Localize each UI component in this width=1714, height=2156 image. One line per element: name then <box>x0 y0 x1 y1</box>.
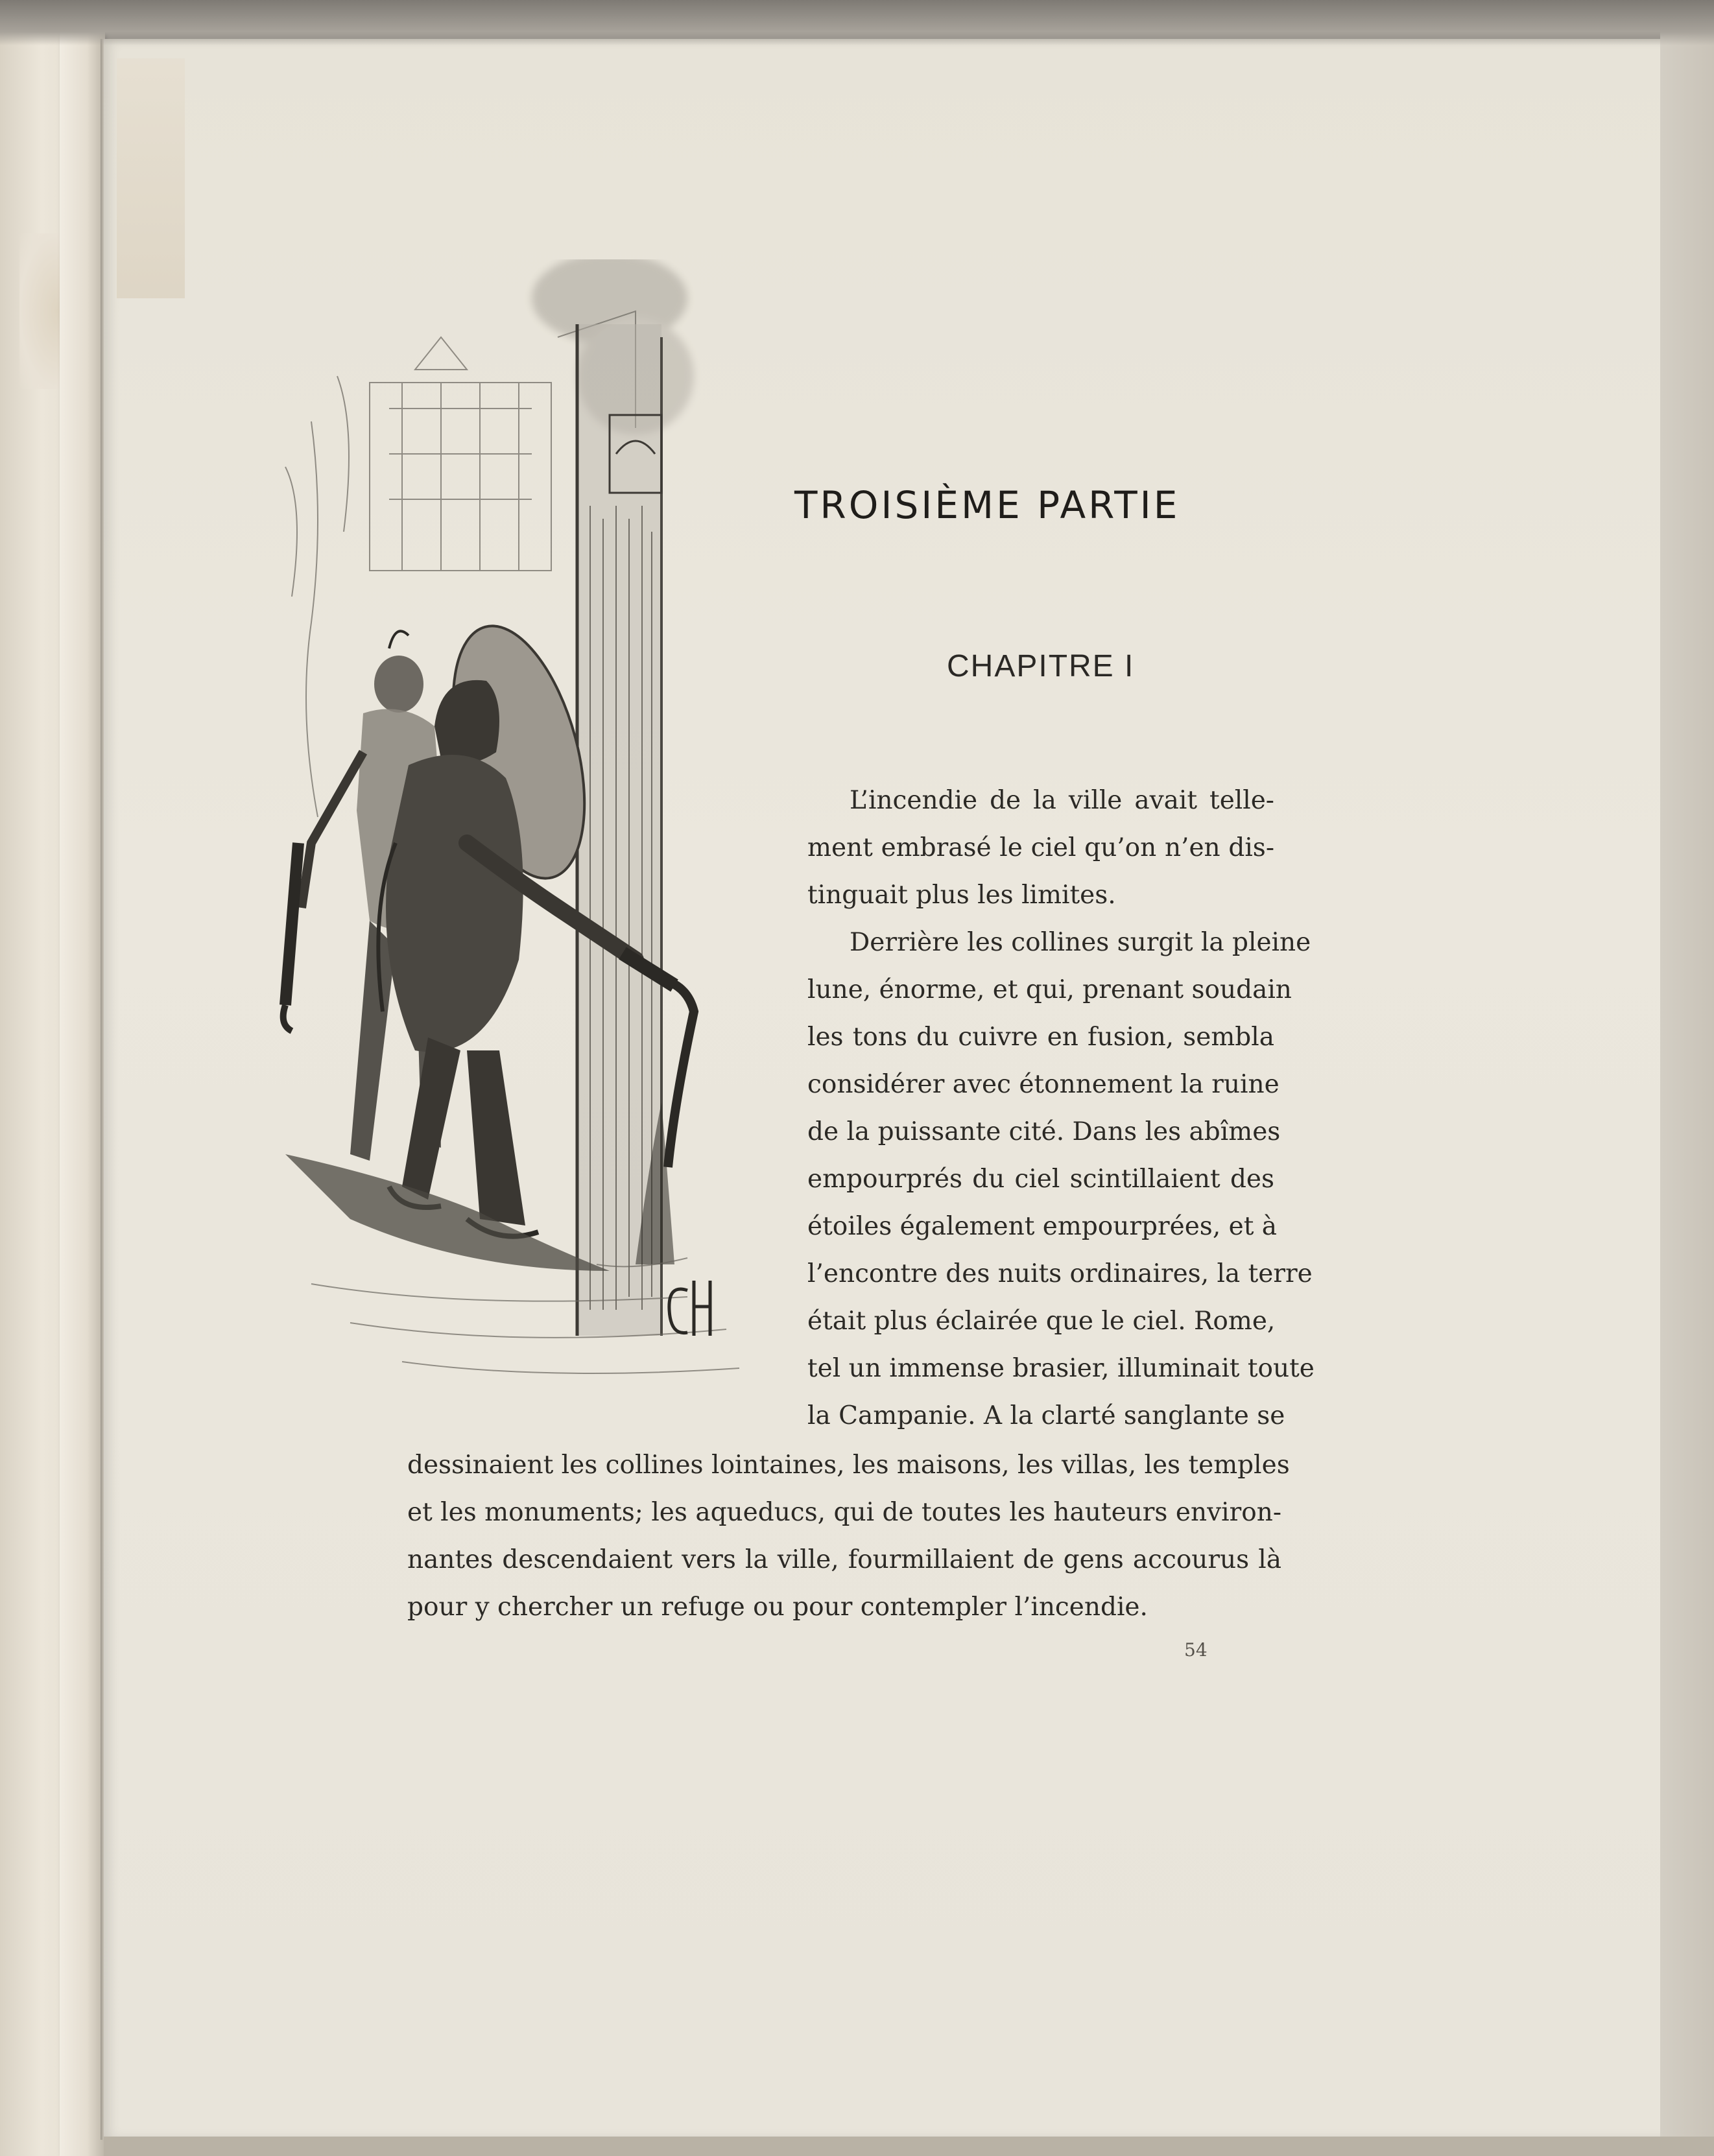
chapter-title: CHAPITRE I <box>947 649 1135 683</box>
part-title: TROISIÈME PARTIE <box>794 483 1180 527</box>
body-text-line: L’incendie de la ville avait telle- <box>850 786 1274 815</box>
doorway-pillar <box>577 324 674 1336</box>
body-text-line: ment embrasé le ciel qu’on n’en dis- <box>807 833 1274 862</box>
page-number: 54 <box>1184 1639 1208 1661</box>
body-text-line: considérer avec étonnement la ruine <box>807 1070 1280 1099</box>
body-text-line: et les monuments; les aqueducs, qui de toutes les hauteurs environ- <box>407 1498 1281 1527</box>
body-text-line: tel un immense brasier, illuminait toute <box>807 1354 1315 1383</box>
artist-monogram-icon <box>669 1281 710 1336</box>
page-gutter-fold <box>60 0 105 2156</box>
page-bottom-edge <box>104 2137 1714 2156</box>
body-text-line: l’encontre des nuits ordinaires, la terre <box>807 1259 1313 1288</box>
body-text-line: était plus éclairée que le ciel. Rome, <box>807 1307 1276 1336</box>
body-text-line: étoiles également empourprées, et à <box>807 1212 1278 1241</box>
body-text-line: pour y chercher un refuge ou pour contempler l’incendie. <box>407 1593 1148 1622</box>
body-text-line: la Campanie. A la clarté sanglante se <box>807 1401 1285 1430</box>
body-text-line: empourprés du ciel scintillaient des <box>807 1165 1274 1194</box>
body-text-line: Derrière les collines surgit la pleine <box>850 928 1311 957</box>
body-text-line: dessinaient les collines lointaines, les maisons, les villas, les temples <box>407 1451 1290 1480</box>
body-text-line: nantes descendaient vers la ville, fourmillaient de gens accourus là <box>407 1545 1281 1574</box>
top-shadow <box>0 0 1714 45</box>
body-text-line: les tons du cuivre en fusion, sembla <box>807 1023 1274 1052</box>
tape-strip <box>117 58 185 298</box>
body-text-line: lune, énorme, et qui, prenant soudain <box>807 975 1292 1004</box>
chapter-illustration <box>272 259 811 1414</box>
page-right-edge <box>1660 26 1714 2156</box>
body-text-line: tinguait plus les limites. <box>807 881 1116 910</box>
body-text-line: de la puissante cité. Dans les abîmes <box>807 1117 1281 1146</box>
